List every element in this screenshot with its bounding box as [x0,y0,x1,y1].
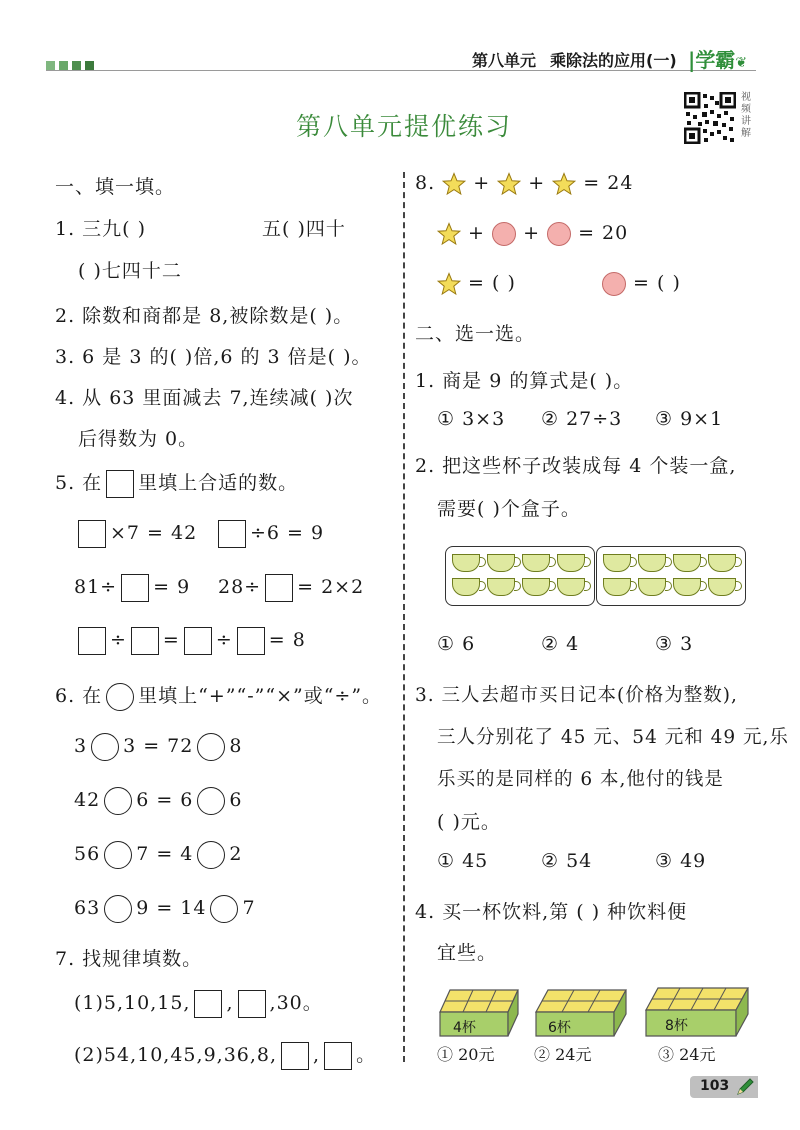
choice-3-option[interactable]: ② 54 [541,850,593,872]
question-1b: 五( )四十 [262,218,346,240]
answer-box[interactable] [121,574,149,602]
question-4b: 后得数为 0。 [78,428,199,450]
choice-3-option[interactable]: ③ 49 [655,850,707,872]
drink-box-1 [440,990,518,1036]
answer-box[interactable] [106,470,134,498]
leaf-icon: ❦ [735,55,748,71]
choice-3c: 乐买的是同样的 6 本,他付的钱是 [437,769,724,790]
q6-row: 3 3 = 72 8 [74,733,242,761]
header-topic: 乘除法的应用(一) [550,51,677,70]
drink-3-price[interactable]: ③ 24元 [658,1045,716,1064]
drink-1-label: 4杯 [453,1020,476,1036]
q6-row: 42 6 = 6 6 [74,787,242,815]
drink-box-3 [646,988,748,1036]
answer-circle[interactable] [91,733,119,761]
page-number: 103 [700,1078,730,1094]
column-divider [403,172,405,1062]
question-3: 3. 6 是 3 的( )倍,6 的 3 倍是( )。 [55,346,372,368]
answer-box[interactable] [184,627,212,655]
answer-circle[interactable] [104,895,132,923]
pencil-icon [734,1076,756,1102]
page-title: 第八单元提优练习 [296,112,513,141]
section-choose: 二、选一选。 [415,323,536,345]
header-decor [46,55,94,74]
qr-code[interactable] [684,92,736,144]
section-fill-in: 一、填一填。 [55,176,176,198]
pink-circle-icon [547,222,571,246]
q5-row-1a: ×7 = 42 [74,520,197,548]
q5-row-2a: 81÷ = 9 [74,574,190,602]
q5-row-1b: ÷6 = 9 [214,520,324,548]
drink-2-price[interactable]: ② 24元 [534,1045,592,1064]
choice-3b: 三人分别花了 45 元、54 元和 49 元,乐 [437,727,789,748]
drink-1-price[interactable]: ① 20元 [437,1045,495,1064]
answer-box[interactable] [78,520,106,548]
star-icon [442,172,466,196]
q5-row-2b: 28÷ = 2×2 [218,574,364,602]
answer-box[interactable] [78,627,106,655]
q7-part-2: (2)54,10,45,9,36,8, , 。 [74,1040,376,1070]
choice-4b: 宜些。 [437,942,498,964]
star-icon [437,222,461,246]
choice-1-option[interactable]: ② 27÷3 [541,408,623,430]
q8-row-1: 8. + + = 24 [415,172,634,194]
q7-part-1: (1)5,10,15, , ,30。 [74,988,323,1018]
star-icon [497,172,521,196]
question-2: 2. 除数和商都是 8,被除数是( )。 [55,305,354,327]
answer-circle[interactable] [197,733,225,761]
answer-box[interactable] [265,574,293,602]
star-icon [437,272,461,296]
question-5: 5. 在 里填上合适的数。 [55,468,298,498]
choice-2a: 2. 把这些杯子改装成每 4 个装一盒, [415,455,737,477]
q5-row-3: ÷ = ÷ = 8 [74,627,306,655]
choice-1: 1. 商是 9 的算式是( )。 [415,370,634,392]
q6-row: 56 7 = 4 2 [74,841,242,869]
choice-3d: ( )元。 [437,811,501,833]
q8-row-2: + + = 20 [437,222,628,246]
answer-circle[interactable] [106,683,134,711]
choice-2b: 需要( )个盒子。 [437,498,581,520]
answer-box[interactable] [194,990,222,1018]
answer-box[interactable] [218,520,246,548]
question-7: 7. 找规律填数。 [55,948,203,970]
drink-3-label: 8杯 [665,1018,688,1034]
answer-box[interactable] [281,1042,309,1070]
star-icon [552,172,576,196]
pink-circle-icon [602,272,626,296]
answer-box[interactable] [237,627,265,655]
question-1a: 1. 三九( ) [55,218,147,240]
header-brand: |学霸❦ [688,48,748,72]
choice-1-option[interactable]: ③ 9×1 [655,408,724,430]
answer-circle[interactable] [104,841,132,869]
answer-box[interactable] [324,1042,352,1070]
drink-box-illustrations [430,980,760,1042]
choice-3-option[interactable]: ① 45 [437,850,489,872]
choice-2-option[interactable]: ③ 3 [655,633,694,655]
choice-3a: 3. 三人去超市买日记本(价格为整数), [415,685,738,706]
answer-circle[interactable] [197,841,225,869]
choice-4a: 4. 买一杯饮料,第 ( ) 种饮料便 [415,901,688,923]
q8-row-3b: = ( ) [602,272,681,296]
choice-2-option[interactable]: ② 4 [541,633,580,655]
qr-label: 视频讲解 [741,92,751,139]
answer-box[interactable] [238,990,266,1018]
question-6: 6. 在 里填上“+”“-”“×”或“÷”。 [55,681,382,711]
choice-2-option[interactable]: ① 6 [437,633,476,655]
q8-row-3: = ( ) [437,272,516,296]
answer-circle[interactable] [197,787,225,815]
question-4a: 4. 从 63 里面减去 7,连续减( )次 [55,387,354,409]
answer-box[interactable] [131,627,159,655]
drink-2-label: 6杯 [548,1020,571,1036]
question-1c: ( )七四十二 [78,260,182,282]
answer-circle[interactable] [104,787,132,815]
header-unit: 第八单元 [472,51,537,70]
pink-circle-icon [492,222,516,246]
choice-1-option[interactable]: ① 3×3 [437,408,506,430]
q6-row: 63 9 = 14 7 [74,895,256,923]
answer-circle[interactable] [210,895,238,923]
